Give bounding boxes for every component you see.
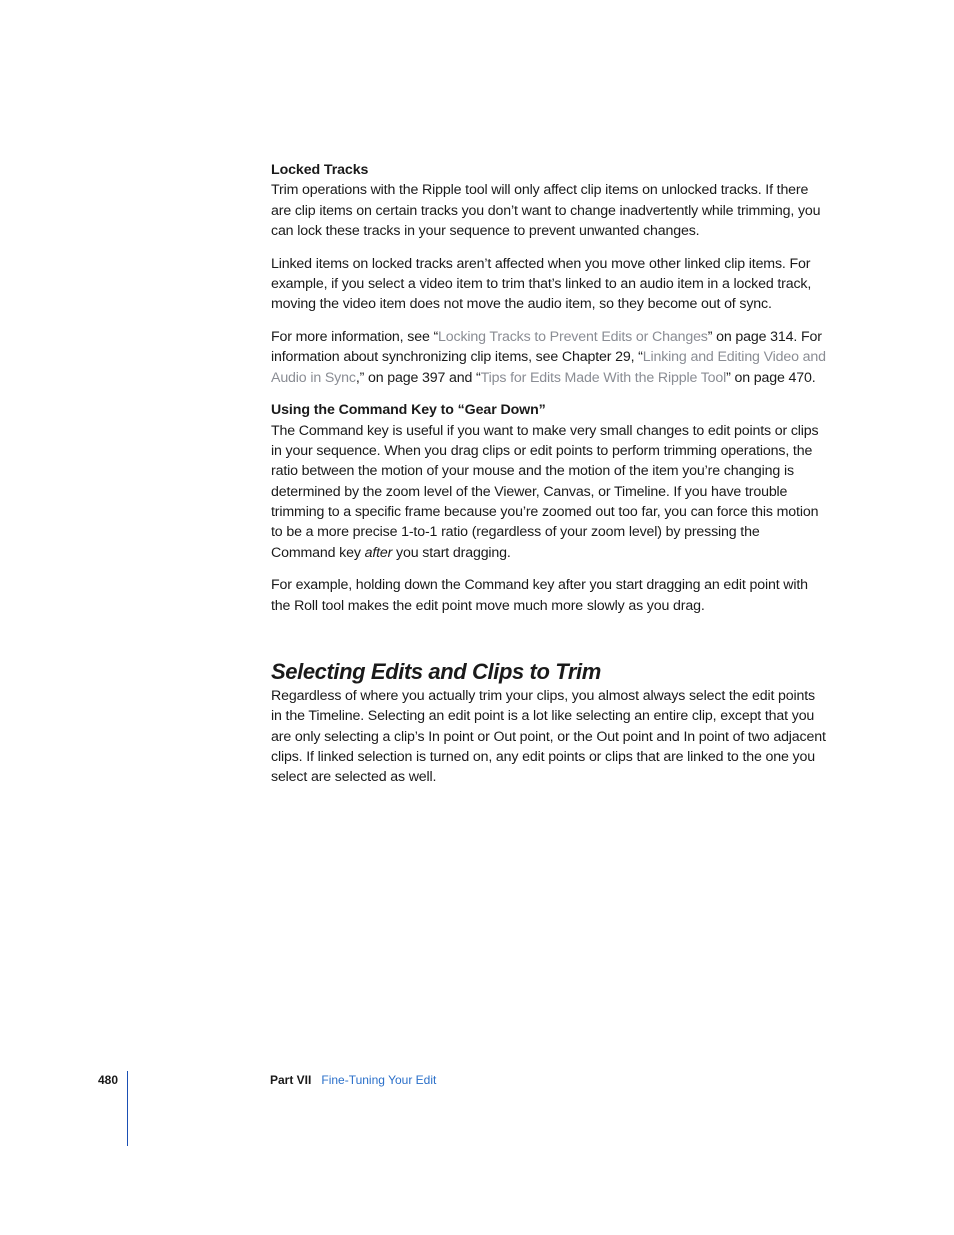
page-content	[271, 160, 827, 800]
page-number: 480	[98, 1073, 119, 1087]
locked-tracks-paragraph-1: Trim operations with the Ripple tool will only affect clip items on unlocked tracks. If there are clip items on certain tracks you don’t want to change inadvertently while trimming, you can lock these tracks in your sequence to prevent unwanted changes.	[271, 182, 821, 239]
text-run: The Command key is useful if you want to make very small changes to edit points or clips in your sequence. When you drag clips or edit points to perform trimming operations, the ratio between the motion of your mouse and the motion of the item you’re changing is determined by the zoom level of the Viewer, Canvas, or Timeline. If you have trouble trimming to a specific frame because you’re zoomed out too far, you can force this motion to be a more precise 1-to-1 ratio (regardless of your zoom level) by pressing the Command key	[271, 422, 819, 561]
selecting-paragraph-1: Regardless of where you actually trim your clips, you almost always select the edit points in the Timeline. Selecting an edit point is a lot like selecting an entire clip, except that you are only selecting a clip’s In point or Out point, or the Out point and In point of two adjacent clips. If linked selection is turned on, any edit points or clips that are linked to the one you select are selected as well.	[271, 687, 826, 786]
locked-tracks-heading: Locked Tracks	[271, 162, 369, 178]
link-locking-tracks[interactable]: Locking Tracks to Prevent Edits or Changes	[438, 329, 708, 346]
section-title: Selecting Edits and Clips to Trim	[271, 658, 601, 684]
text-run: For more information, see “	[271, 329, 439, 346]
part-label: Part VII	[270, 1073, 312, 1087]
link-tips-for-edits[interactable]: Tips for Edits Made With the Ripple Tool	[480, 369, 727, 386]
locked-tracks-paragraph-2: Linked items on locked tracks aren’t affected when you move other linked clip items. For example, if you select a video item to trim that’s linked to an audio item in a locked track, moving the video item does not move the audio item, so they become out of sync.	[271, 255, 812, 313]
gear-down-paragraph-1	[271, 421, 827, 563]
locked-tracks-paragraph-3	[271, 327, 827, 388]
gear-down-paragraph-2: For example, holding down the Command key after you start dragging an edit point with the Roll tool makes the edit point move much more slowly as you drag.	[271, 577, 808, 614]
link-linking-and-editing[interactable]: Linking and Editing Video and Audio in Sync	[271, 349, 826, 386]
emphasis-after: after	[364, 544, 393, 561]
chapter-title-link[interactable]: Fine-Tuning Your Edit	[321, 1073, 437, 1087]
text-run: ,” on page 397 and “	[355, 369, 481, 386]
gear-down-heading: Using the Command Key to “Gear Down”	[271, 402, 546, 419]
text-run: you start dragging.	[392, 544, 511, 561]
text-run: ” on page 314. For information about synchronizing clip items, see Chapter 29, “	[271, 329, 822, 366]
running-footer	[270, 1072, 436, 1088]
footer-divider	[127, 1071, 128, 1146]
text-run: ” on page 470.	[726, 369, 816, 386]
